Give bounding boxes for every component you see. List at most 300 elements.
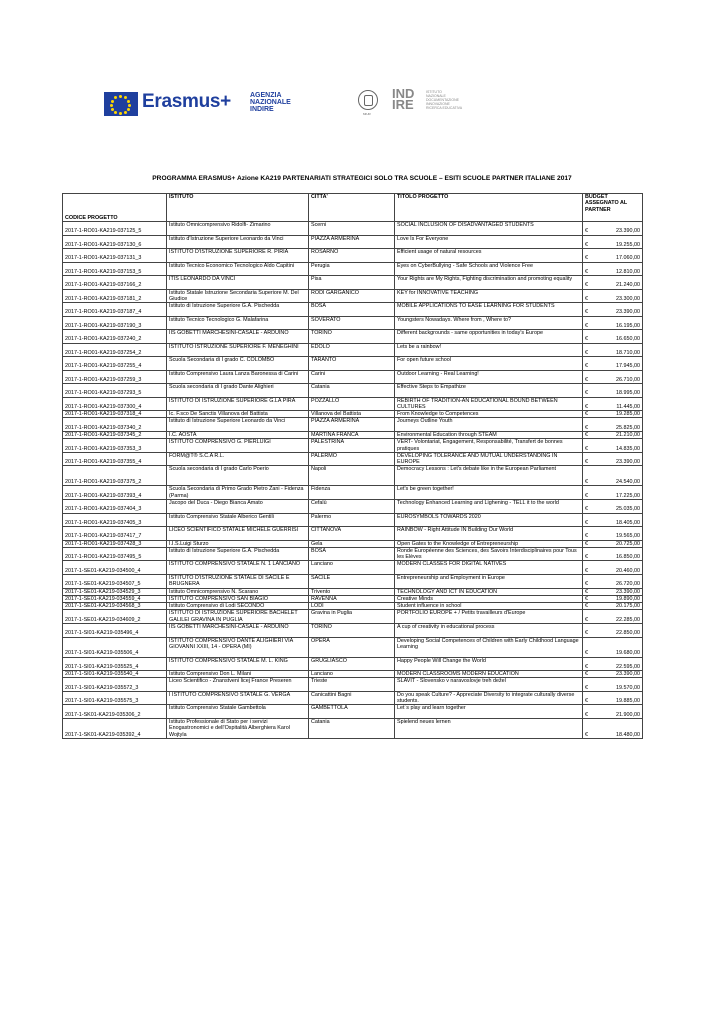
table-row	[63, 289, 643, 303]
currency-symbol: €	[585, 684, 588, 691]
currency-symbol: €	[585, 671, 588, 678]
column-header-project: TITOLO PROGETTO	[395, 194, 583, 222]
project-cell: Technology Enhanced Learning and Lighening - TELL it to the world	[395, 500, 583, 514]
table-row	[63, 637, 643, 657]
budget-cell	[583, 657, 643, 671]
city-cell: Perugia	[309, 262, 395, 276]
currency-symbol: €	[585, 424, 588, 431]
institute-cell: FORM@T® S.C.A R.L.	[167, 452, 309, 466]
currency-symbol: €	[585, 731, 588, 738]
budget-amount: 17.060,00	[616, 255, 640, 262]
city-cell: Scerni	[309, 222, 395, 236]
budget-amount: 19.570,00	[616, 684, 640, 691]
budget-cell	[583, 418, 643, 432]
table-header-row	[63, 194, 643, 222]
table-row	[63, 431, 643, 438]
city-cell: Trivento	[309, 588, 395, 595]
erasmus-logo-text: Erasmus+	[142, 91, 231, 112]
institute-cell: Istituto Comprensivo Statale Alberico Gentili	[167, 513, 309, 527]
budget-cell	[583, 513, 643, 527]
currency-symbol: €	[585, 282, 588, 289]
city-cell: Fidenza	[309, 486, 395, 500]
project-cell: Creative Minds	[395, 595, 583, 602]
budget-cell	[583, 500, 643, 514]
project-cell: A cup of creativity in educational process	[395, 624, 583, 638]
city-cell: MARTINA FRANCA	[309, 431, 395, 438]
code-cell: 2017-1-RO01-KA219-037375_2	[63, 466, 167, 486]
agency-label: AGENZIA NAZIONALE INDIRE	[250, 92, 291, 113]
code-cell: 2017-1-RO01-KA219-037181_2	[63, 289, 167, 303]
table-row	[63, 610, 643, 624]
table-row	[63, 486, 643, 500]
institute-cell: Istituto di Istruzione Superiore Leonardo da Vinci	[167, 418, 309, 432]
project-cell: Ronde Européenne des Sciences, des Savoirs Interdisciplinaires pour Tous les Elèves	[395, 547, 583, 561]
institute-cell: Istituto Omnicomprensivo N. Scarano	[167, 588, 309, 595]
currency-symbol: €	[585, 698, 588, 705]
currency-symbol: €	[585, 403, 588, 410]
code-cell: 2017-1-RO01-KA219-037187_4	[63, 303, 167, 317]
table-row	[63, 418, 643, 432]
budget-cell	[583, 316, 643, 330]
currency-symbol: €	[585, 616, 588, 623]
table-row	[63, 330, 643, 344]
eu-flag-icon	[104, 92, 138, 116]
table-row	[63, 452, 643, 466]
budget-cell	[583, 384, 643, 398]
currency-symbol: €	[585, 390, 588, 397]
page-title: PROGRAMMA ERASMUS+ Azione KA219 PARTENARIATI STRATEGICI SOLO TRA SCUOLE – ESITI SCUOLE PARTNER ITALIANE 2017	[152, 175, 572, 182]
project-cell: DEVELOPING TOLERANCE AND MUTUAL UNDERSTANDING IN EUROPE	[395, 452, 583, 466]
budget-cell	[583, 691, 643, 705]
table-row	[63, 513, 643, 527]
budget-amount: 18.995,00	[616, 390, 640, 397]
budget-cell	[583, 610, 643, 624]
budget-cell	[583, 431, 643, 438]
institute-cell: Ic. F.sco De Sanctis Villanova del Battista	[167, 411, 309, 418]
currency-symbol: €	[585, 554, 588, 561]
project-cell: SLAVIT - Slovensko v naravoslovje treh dežel	[395, 678, 583, 692]
budget-cell	[583, 222, 643, 236]
project-cell: Environmental Education through STEAM	[395, 431, 583, 438]
budget-amount: 19.565,00	[616, 533, 640, 540]
budget-cell	[583, 561, 643, 575]
budget-amount: 19.285,00	[616, 411, 640, 418]
budget-cell	[583, 235, 643, 249]
column-header-code: CODICE PROGETTO	[63, 194, 167, 222]
budget-amount: 21.900,00	[616, 711, 640, 718]
project-cell: Outdoor Learning - Real Learning!	[395, 370, 583, 384]
currency-symbol: €	[585, 228, 588, 235]
table-row	[63, 249, 643, 263]
budget-cell	[583, 262, 643, 276]
currency-symbol: €	[585, 241, 588, 248]
code-cell: 2017-1-RO01-KA219-037153_5	[63, 262, 167, 276]
institute-cell: ISTITUTO COMPRENSIVO STATALE N. 1 LANCIANO	[167, 561, 309, 575]
institute-cell: Scuola secondaria di I grado Dante Alighieri	[167, 384, 309, 398]
budget-cell	[583, 466, 643, 486]
code-cell: 2017-1-SI01-KA219-035540_4	[63, 671, 167, 678]
currency-symbol: €	[585, 519, 588, 526]
code-cell: 2017-1-RO01-KA219-037255_4	[63, 357, 167, 371]
budget-amount: 20.175,00	[616, 603, 640, 610]
institute-cell: ISTITUTO COMPRENSIVO SAN BIAGIO	[167, 595, 309, 602]
project-cell: For open future school	[395, 357, 583, 371]
institute-cell: Istituto Professionale di Stato per i servizi Enogastronomici e dell'Ospitalità Alberghiera Karol Wojtyla	[167, 718, 309, 738]
project-cell: Youngsters Nowadays. Where from , Where to?	[395, 316, 583, 330]
budget-amount: 20.460,00	[616, 567, 640, 574]
budget-amount: 22.595,00	[616, 663, 640, 670]
project-cell: Democracy Lessons : Let's debate like in the European Parliament	[395, 466, 583, 486]
budget-amount: 23.390,00	[616, 309, 640, 316]
city-cell: RODI GARGANICO	[309, 289, 395, 303]
budget-cell	[583, 527, 643, 541]
code-cell: 2017-1-RO01-KA219-037417_7	[63, 527, 167, 541]
budget-amount: 24.540,00	[616, 479, 640, 486]
city-cell: GAMBETTOLA	[309, 705, 395, 719]
budget-amount: 11.445,00	[616, 403, 640, 410]
budget-amount: 14.835,00	[616, 445, 640, 452]
code-cell: 2017-1-SE01-KA219-034568_3	[63, 603, 167, 610]
table-row	[63, 397, 643, 411]
table-row	[63, 316, 643, 330]
city-cell: Napoli	[309, 466, 395, 486]
table-row	[63, 678, 643, 692]
code-cell: 2017-1-RO01-KA219-037166_2	[63, 276, 167, 290]
project-cell: REBIRTH OF TRADITION-AN EDUCATIONAL BOUND BETWEEN CULTURES	[395, 397, 583, 411]
budget-cell	[583, 357, 643, 371]
budget-cell	[583, 276, 643, 290]
city-cell: SOVERATO	[309, 316, 395, 330]
budget-amount: 19.890,00	[616, 595, 640, 602]
code-cell: 2017-1-RO01-KA219-037318_4	[63, 411, 167, 418]
city-cell: Lanciano	[309, 561, 395, 575]
currency-symbol: €	[585, 711, 588, 718]
city-cell: BOSA	[309, 303, 395, 317]
currency-symbol: €	[585, 479, 588, 486]
project-cell: Effective Steps to Empathize	[395, 384, 583, 398]
currency-symbol: €	[585, 540, 588, 547]
project-cell: MODERN CLASSES FOR DIGITAL NATIVES	[395, 561, 583, 575]
budget-amount: 21.240,00	[616, 282, 640, 289]
project-cell: Lets be a rainbow!	[395, 343, 583, 357]
currency-symbol: €	[585, 336, 588, 343]
institute-cell: Istituto Comprensivo Statale Gambettola	[167, 705, 309, 719]
currency-symbol: €	[585, 268, 588, 275]
city-cell: Lanciano	[309, 671, 395, 678]
table-row	[63, 276, 643, 290]
code-cell: 2017-1-RO01-KA219-037125_5	[63, 222, 167, 236]
currency-symbol: €	[585, 445, 588, 452]
city-cell: GRUGLIASCO	[309, 657, 395, 671]
budget-cell	[583, 289, 643, 303]
city-cell: OPERA	[309, 637, 395, 657]
code-cell: 2017-1-RO01-KA219-037130_6	[63, 235, 167, 249]
table-row	[63, 222, 643, 236]
budget-amount: 23.390,00	[616, 588, 640, 595]
table-row	[63, 657, 643, 671]
budget-amount: 12.810,00	[616, 268, 640, 275]
budget-cell	[583, 370, 643, 384]
table-row	[63, 540, 643, 547]
code-cell: 2017-1-RO01-KA219-037259_3	[63, 370, 167, 384]
city-cell: Gravina in Puglia	[309, 610, 395, 624]
budget-cell	[583, 574, 643, 588]
currency-symbol: €	[585, 295, 588, 302]
project-cell: RAINBOW - Right Attitude IN Building Our World	[395, 527, 583, 541]
table-row	[63, 595, 643, 602]
budget-cell	[583, 303, 643, 317]
institute-cell: Istituto Tecnico Tecnologico G. Malafarina	[167, 316, 309, 330]
institute-cell: Istituto di Istruzione Superiore G.A. Pischedda	[167, 547, 309, 561]
budget-cell	[583, 547, 643, 561]
city-cell: BOSA	[309, 547, 395, 561]
currency-symbol: €	[585, 506, 588, 513]
budget-cell	[583, 595, 643, 602]
institute-cell: ISTITUTO DI ISTRUZIONE SUPERIORE G.LA PIRA	[167, 397, 309, 411]
code-cell: 2017-1-SE01-KA219-034507_5	[63, 574, 167, 588]
table-row	[63, 561, 643, 575]
budget-amount: 17.225,00	[616, 492, 640, 499]
budget-cell	[583, 397, 643, 411]
code-cell: 2017-1-SI01-KA219-035572_3	[63, 678, 167, 692]
project-cell: TECHNOLOGY AND ICT IN EDUCATION	[395, 588, 583, 595]
code-cell: 2017-1-RO01-KA219-037345_2	[63, 431, 167, 438]
budget-amount: 17.945,00	[616, 363, 640, 370]
institute-cell: Scuola Secondaria di I grado C. COLOMBO	[167, 357, 309, 371]
city-cell: ROSARNO	[309, 249, 395, 263]
budget-cell	[583, 588, 643, 595]
currency-symbol: €	[585, 492, 588, 499]
city-cell: TORINO	[309, 624, 395, 638]
code-cell: 2017-1-SK01-KA219-035392_4	[63, 718, 167, 738]
code-cell: 2017-1-SK01-KA219-035306_2	[63, 705, 167, 719]
code-cell: 2017-1-RO01-KA219-037355_4	[63, 452, 167, 466]
currency-symbol: €	[585, 459, 588, 466]
currency-symbol: €	[585, 431, 588, 438]
budget-amount: 16.850,00	[616, 554, 640, 561]
institute-cell: ISTITUTO ISTRUZIONE SUPERIORE F. MENEGHINI	[167, 343, 309, 357]
project-cell: Efficient usage of natural resources	[395, 249, 583, 263]
table-row	[63, 343, 643, 357]
ministry-seal-label: MIUR	[363, 112, 371, 116]
currency-symbol: €	[585, 650, 588, 657]
currency-symbol: €	[585, 533, 588, 540]
city-cell: Canicattini Bagni	[309, 691, 395, 705]
table-row	[63, 691, 643, 705]
city-cell: PALESTRINA	[309, 439, 395, 453]
project-cell: SOCIAL INCLUSION OF DISADVANTAGED STUDENTS	[395, 222, 583, 236]
column-header-budget: BUDGET ASSEGNATO AL PARTNER	[583, 194, 643, 222]
city-cell: Palermo	[309, 513, 395, 527]
budget-cell	[583, 486, 643, 500]
institute-cell: Istituto Comprensivo Don L. Milani	[167, 671, 309, 678]
city-cell: SACILE	[309, 574, 395, 588]
city-cell: PALERMO	[309, 452, 395, 466]
table-row	[63, 500, 643, 514]
city-cell: Gela	[309, 540, 395, 547]
code-cell: 2017-1-SE01-KA219-034559_4	[63, 595, 167, 602]
currency-symbol: €	[585, 411, 588, 418]
column-header-city: CITTA'	[309, 194, 395, 222]
city-cell: PIAZZA ARMERINA	[309, 418, 395, 432]
institute-cell: Istituto di Istruzione Superiore G.A. Pischedda	[167, 303, 309, 317]
institute-cell: Istituto Tecnico Economico Tecnologico Aldo Capitini	[167, 262, 309, 276]
budget-amount: 23.390,00	[616, 459, 640, 466]
code-cell: 2017-1-RO01-KA219-037131_3	[63, 249, 167, 263]
table-row	[63, 262, 643, 276]
budget-amount: 22.850,00	[616, 630, 640, 637]
budget-amount: 19.680,00	[616, 650, 640, 657]
indire-side-label: ISTITUTO NAZIONALE DOCUMENTAZIONE INNOVAZIONE RICERCA EDUCATIVA	[426, 90, 463, 110]
budget-cell	[583, 343, 643, 357]
institute-cell: Istituto Comprensivo Laura Lanza Baronessa di Carini	[167, 370, 309, 384]
budget-cell	[583, 603, 643, 610]
budget-amount: 23.300,00	[616, 295, 640, 302]
institute-cell: ITIS LEONARDO DA VINCI	[167, 276, 309, 290]
institute-cell: Scuola secondaria di I grado Carlo Poerio	[167, 466, 309, 486]
table-row	[63, 357, 643, 371]
city-cell: Catania	[309, 384, 395, 398]
code-cell: 2017-1-SI01-KA219-035575_3	[63, 691, 167, 705]
code-cell: 2017-1-SI01-KA219-035506_4	[63, 637, 167, 657]
institute-cell: I.I.S.Luigi Sturzo	[167, 540, 309, 547]
budget-amount: 26.720,00	[616, 581, 640, 588]
city-cell: RAVENNA	[309, 595, 395, 602]
budget-amount: 19.885,00	[616, 698, 640, 705]
budget-amount: 23.390,00	[616, 228, 640, 235]
currency-symbol: €	[585, 567, 588, 574]
institute-cell: IIS GOBETTI MARCHESINI-CASALE - ARDUINO	[167, 330, 309, 344]
code-cell: 2017-1-SE01-KA219-034609_2	[63, 610, 167, 624]
code-cell: 2017-1-RO01-KA219-037240_2	[63, 330, 167, 344]
table-row	[63, 527, 643, 541]
currency-symbol: €	[585, 663, 588, 670]
institute-cell: ISTITUTO COMPRENSIVO G. PIERLUIGI	[167, 439, 309, 453]
code-cell: 2017-1-SI01-KA219-035496_4	[63, 624, 167, 638]
institute-cell: I.C. AOSTA	[167, 431, 309, 438]
project-cell: Love Is For Everyone	[395, 235, 583, 249]
code-cell: 2017-1-RO01-KA219-037254_2	[63, 343, 167, 357]
project-cell: Happy People Will Change the World	[395, 657, 583, 671]
budget-amount: 26.710,00	[616, 376, 640, 383]
budget-cell	[583, 637, 643, 657]
currency-symbol: €	[585, 376, 588, 383]
code-cell: 2017-1-RO01-KA219-037340_2	[63, 418, 167, 432]
project-cell: From Knowledge to Competences	[395, 411, 583, 418]
project-cell: Spielend neues lernen	[395, 718, 583, 738]
city-cell: POZZALLO	[309, 397, 395, 411]
institute-cell: ISTITUTO D'ISTRUZIONE SUPERIORE R. PIRIA	[167, 249, 309, 263]
budget-cell	[583, 452, 643, 466]
currency-symbol: €	[585, 630, 588, 637]
institute-cell: ISTITUTO COMPRENSIVO STATALE M. L. KING	[167, 657, 309, 671]
project-cell: Entrepreneurship and Employment in Europe	[395, 574, 583, 588]
city-cell: Pisa	[309, 276, 395, 290]
budget-cell	[583, 705, 643, 719]
city-cell: PIAZZA ARMERINA	[309, 235, 395, 249]
table-row	[63, 624, 643, 638]
ministry-seal-icon	[358, 90, 378, 110]
table-row	[63, 574, 643, 588]
city-cell: TORINO	[309, 330, 395, 344]
currency-symbol: €	[585, 349, 588, 356]
city-cell: Villanova del Battista	[309, 411, 395, 418]
institute-cell: Scuola Secondaria di Primo Grado Pietro Zani - Fidenza (Parma)	[167, 486, 309, 500]
project-cell: PORTFOLIO EUROPE + / Petits travailleurs d'Europe	[395, 610, 583, 624]
code-cell: 2017-1-RO01-KA219-037405_3	[63, 513, 167, 527]
city-cell: LODI	[309, 603, 395, 610]
code-cell: 2017-1-RO01-KA219-037300_4	[63, 397, 167, 411]
code-cell: 2017-1-RO01-KA219-037190_3	[63, 316, 167, 330]
city-cell: Catania	[309, 718, 395, 738]
results-table	[62, 193, 643, 739]
code-cell: 2017-1-SI01-KA219-035525_4	[63, 657, 167, 671]
budget-amount: 19.255,00	[616, 241, 640, 248]
city-cell: CITTANOVA	[309, 527, 395, 541]
table-row	[63, 603, 643, 610]
budget-cell	[583, 624, 643, 638]
currency-symbol: €	[585, 322, 588, 329]
project-cell: Different backgrounds - same opportunities in today's Europe	[395, 330, 583, 344]
project-cell: Developing Social Competences of Children with Early Childhood Language Learning	[395, 637, 583, 657]
currency-symbol: €	[585, 255, 588, 262]
institute-cell: ISTITUTO D'ISTRUZIONE STATALE DI SACILE E BRUGNERA	[167, 574, 309, 588]
budget-amount: 22.285,00	[616, 616, 640, 623]
currency-symbol: €	[585, 363, 588, 370]
project-cell: Eyes on CyberBullying - Safe Schools and Violence Free	[395, 262, 583, 276]
city-cell: Cefalù	[309, 500, 395, 514]
project-cell: MOBILE APPLICATIONS TO EASE LEARNING FOR STUDENTS	[395, 303, 583, 317]
table-row	[63, 718, 643, 738]
institute-cell: Jacopo del Duca - Diego Bianca Amato	[167, 500, 309, 514]
project-cell: VERT- Volontariat, Engagement, Responsabilité, Transfert de bonnes pratiques	[395, 439, 583, 453]
budget-cell	[583, 671, 643, 678]
code-cell: 2017-1-RO01-KA219-037353_3	[63, 439, 167, 453]
institute-cell: Istituto Omnicomprensivo Ridolfi- Zimarino	[167, 222, 309, 236]
budget-amount: 25.035,00	[616, 506, 640, 513]
code-cell: 2017-1-SE01-KA219-034500_4	[63, 561, 167, 575]
table-row	[63, 547, 643, 561]
code-cell: 2017-1-RO01-KA219-037428_3	[63, 540, 167, 547]
project-cell: Your Rights are My Rights, Fighting discrimination and promoting equality	[395, 276, 583, 290]
budget-cell	[583, 439, 643, 453]
project-cell: MODERN CLASSROOMS MODERN EDUCATION	[395, 671, 583, 678]
table-row	[63, 466, 643, 486]
institute-cell: IIS GOBETTI MARCHESINI-CASALE - ARDUINO	[167, 624, 309, 638]
institute-cell: ISTITUTO DI ISTRUZIONE SUPERIORE BACHELET GALILEI GRAVINA IN PUGLIA	[167, 610, 309, 624]
code-cell: 2017-1-RO01-KA219-037393_4	[63, 486, 167, 500]
table-row	[63, 671, 643, 678]
city-cell: TARANTO	[309, 357, 395, 371]
budget-amount: 18.710,00	[616, 349, 640, 356]
table-row	[63, 370, 643, 384]
project-cell: Let´s play and learn together	[395, 705, 583, 719]
institute-cell: Liceo Scientifico - Znanstveni licej France Preseren	[167, 678, 309, 692]
table-row	[63, 411, 643, 418]
code-cell: 2017-1-RO01-KA219-037495_5	[63, 547, 167, 561]
code-cell: 2017-1-RO01-KA219-037404_3	[63, 500, 167, 514]
city-cell: EDOLO	[309, 343, 395, 357]
table-row	[63, 303, 643, 317]
budget-cell	[583, 249, 643, 263]
column-header-institute: ISTITUTO	[167, 194, 309, 222]
project-cell: Student influence in school	[395, 603, 583, 610]
institute-cell: Istituto Comprensivo di Lodi SECONDO	[167, 603, 309, 610]
city-cell: Trieste	[309, 678, 395, 692]
table-row	[63, 235, 643, 249]
table-row	[63, 588, 643, 595]
budget-cell	[583, 678, 643, 692]
